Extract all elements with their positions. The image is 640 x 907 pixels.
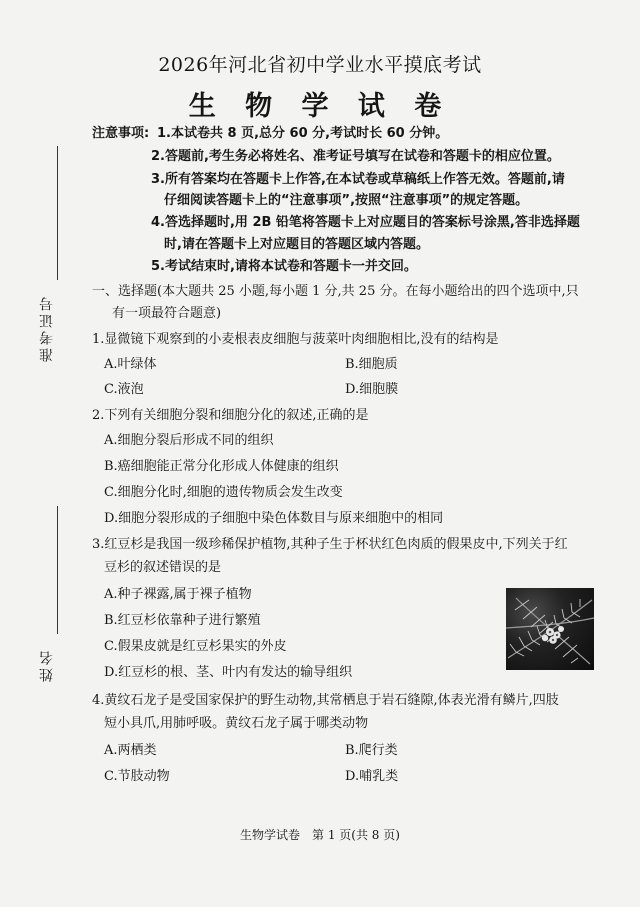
question-2-option-c: C.细胞分化时,细胞的遗传物质会发生改变 xyxy=(104,485,343,500)
question-2-option-a: A.细胞分裂后形成不同的组织 xyxy=(104,433,274,448)
notes-line: 5.考试结束时,请将本试卷和答题卡一并交回。 xyxy=(151,259,417,274)
notes-line: 时,请在答题卡上对应题目的答题区域内答题。 xyxy=(164,237,429,252)
question-2-option-b: B.癌细胞能正常分化形成人体健康的组织 xyxy=(104,459,339,474)
question-3-option-d: D.红豆杉的根、茎、叶内有发达的输导组织 xyxy=(104,665,353,680)
section-heading: 一、选择题(本大题共 25 小题,每小题 1 分,共 25 分。在每小题给出的四个选项中,只 xyxy=(92,284,579,299)
question-2-stem: 2.下列有关细胞分裂和细胞分化的叙述,正确的是 xyxy=(92,408,369,423)
question-1-stem: 1.显微镜下观察到的小麦根表皮细胞与菠菜叶肉细胞相比,没有的结构是 xyxy=(92,332,499,347)
question-4-option-b: B.爬行类 xyxy=(345,743,398,758)
ticket-number-label: 准考证号 xyxy=(39,294,55,362)
exam-title: 2026年河北省初中学业水平摸底考试 xyxy=(158,54,482,76)
question-1-option-d: D.细胞膜 xyxy=(345,382,399,397)
question-4-option-a: A.两栖类 xyxy=(104,743,157,758)
yew-branch-illustration xyxy=(506,588,594,670)
question-4-stem: 4.黄纹石龙子是受国家保护的野生动物,其常栖息于岩石缝隙,体表光滑有鳞片,四肢 xyxy=(92,693,559,708)
question-4-option-c: C.节肢动物 xyxy=(104,769,170,784)
notes-line: 3.所有答案均在答题卡上作答,在本试卷或草稿纸上作答无效。答题前,请 xyxy=(151,172,565,187)
question-3-option-b: B.红豆杉依靠种子进行繁殖 xyxy=(104,613,261,628)
section-heading-cont: 有一项最符合题意) xyxy=(112,306,222,321)
subject-title: 生 物 学 试 卷 xyxy=(188,91,452,122)
page-footer: 生物学试卷 第 1 页(共 8 页) xyxy=(240,828,400,842)
notes-line: 仔细阅读答题卡上的“注意事项”,按照“注意事项”的规定答题。 xyxy=(164,193,529,208)
question-1-option-a: A.叶绿体 xyxy=(104,357,157,372)
name-rule xyxy=(57,506,58,634)
question-1-option-c: C.液泡 xyxy=(104,382,144,397)
question-1-option-b: B.细胞质 xyxy=(345,357,398,372)
yew-branch-photo xyxy=(506,588,594,670)
notes-line: 1.本试卷共 8 页,总分 60 分,考试时长 60 分钟。 xyxy=(157,126,449,141)
notes-line: 4.答选择题时,用 2B 铅笔将答题卡上对应题目的答案标号涂黑,答非选择题 xyxy=(151,215,580,230)
notes-line: 2.答题前,考生务必将姓名、准考证号填写在试卷和答题卡的相应位置。 xyxy=(151,149,560,164)
question-3-option-a: A.种子裸露,属于裸子植物 xyxy=(104,587,252,602)
question-2-option-d: D.细胞分裂形成的子细胞中染色体数目与原来细胞中的相同 xyxy=(104,511,444,526)
ticket-number-rule xyxy=(57,146,58,280)
question-3-option-c: C.假果皮就是红豆杉果实的外皮 xyxy=(104,639,287,654)
notes-heading: 注意事项: xyxy=(92,126,150,141)
name-label: 姓名 xyxy=(39,648,55,682)
question-3-stem: 3.红豆杉是我国一级珍稀保护植物,其种子生于杯状红色肉质的假果皮中,下列关于红 xyxy=(92,537,568,552)
question-3-stem-cont: 豆杉的叙述错误的是 xyxy=(104,560,222,575)
question-4-option-d: D.哺乳类 xyxy=(345,769,399,784)
question-4-stem-cont: 短小具爪,用肺呼吸。黄纹石龙子属于哪类动物 xyxy=(104,716,369,731)
